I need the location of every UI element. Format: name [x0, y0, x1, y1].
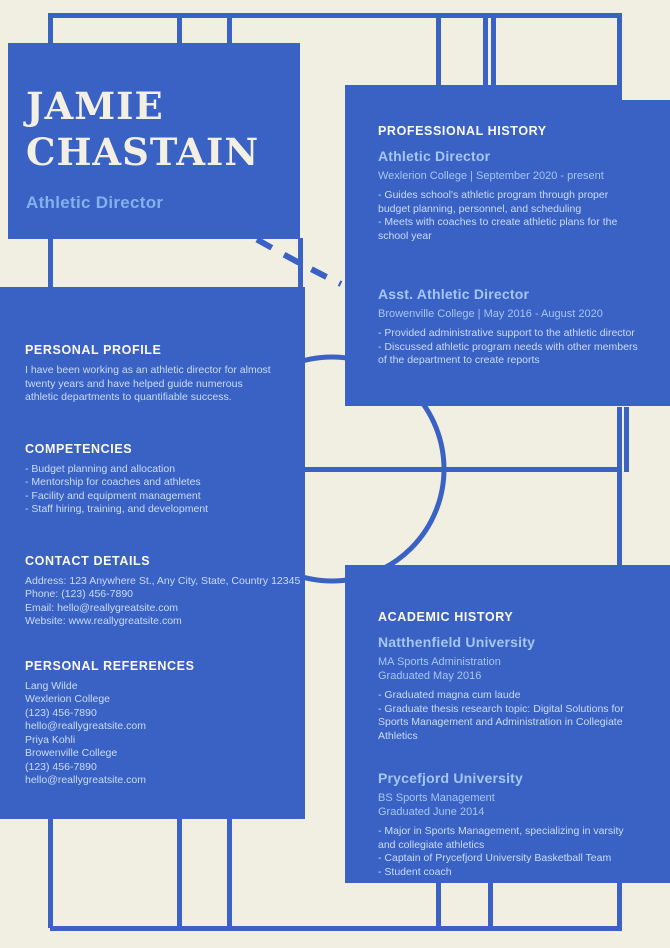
section-heading-contact-details: CONTACT DETAILS [25, 553, 151, 568]
job-bullets [378, 327, 640, 368]
court-line-v [48, 818, 53, 928]
court-line-v [617, 13, 622, 86]
school-graduation: Graduated June 2014 [378, 806, 485, 818]
text-line: - Facility and equipment management [25, 489, 201, 502]
court-line-v [177, 818, 182, 928]
section-heading-personal-profile: PERSONAL PROFILE [25, 343, 162, 357]
contact-details-list [25, 574, 301, 629]
text-line: Priya Kohli [25, 733, 76, 746]
text-line: Email: hello@reallygreatsite.com [25, 601, 179, 614]
text-line: (123) 456-7890 [25, 760, 97, 773]
court-corner-notch [622, 85, 670, 100]
court-line-bottom [50, 926, 622, 931]
court-line-top [49, 13, 622, 18]
court-line-v [227, 13, 232, 44]
section-heading-academic-history: ACADEMIC HISTORY [378, 610, 514, 624]
school-degree: MA Sports Administration [378, 656, 501, 668]
court-line-midcourt [300, 467, 618, 472]
text-line: Phone: (123) 456-7890 [25, 588, 133, 600]
job-entry [378, 147, 642, 243]
academic-history-box [345, 565, 670, 883]
competencies-list [25, 463, 287, 517]
court-line-v [617, 407, 622, 567]
court-line-v [227, 818, 232, 928]
text-line: Wexlerion College [25, 693, 111, 705]
person-job-title: Athletic Director [26, 193, 164, 212]
court-line-v [624, 407, 629, 472]
job-meta: Wexlerion College | September 2020 - present [378, 170, 604, 182]
text-line: Lang Wilde [25, 679, 78, 692]
text-line: - Meets with coaches to create athletic plans for the school year [378, 216, 618, 242]
professional-history-box [345, 85, 670, 406]
text-line: - Graduate thesis research topic: Digital Solutions for Sports Management and Administration in Collegiate Athletics [378, 702, 624, 742]
court-line-v [436, 882, 441, 928]
text-line: - Major in Sports Management, specializing in varsity and collegiate athletics [378, 825, 624, 851]
text-line: hello@reallygreatsite.com [25, 774, 146, 786]
school-bullets [378, 825, 640, 879]
text-line: - Mentorship for coaches and athletes [25, 476, 201, 488]
text-line: hello@reallygreatsite.com [25, 720, 146, 732]
school-name: Natthenfield University [378, 634, 536, 650]
text-line: Address: 123 Anywhere St., Any City, State, Country 12345 [25, 574, 301, 587]
court-line-v [483, 13, 488, 86]
person-first-name: JAMIE [26, 84, 164, 128]
section-heading-professional-history: PROFESSIONAL HISTORY [378, 124, 547, 138]
court-line-v [436, 13, 441, 86]
job-meta: Browenville College | May 2016 - August 2020 [378, 308, 603, 320]
school-entry [378, 769, 642, 879]
school-bullets [378, 689, 640, 743]
job-entry [378, 285, 642, 368]
school-graduation: Graduated May 2016 [378, 670, 482, 682]
text-line: - Discussed athletic program needs with other members of the department to create reports [378, 340, 638, 366]
court-line-v [488, 882, 493, 928]
job-bullets [378, 189, 640, 243]
court-line-v [491, 13, 496, 86]
school-degree: BS Sports Management [378, 792, 495, 804]
school-name: Prycefjord University [378, 770, 524, 786]
references-list [25, 680, 287, 788]
text-line: - Budget planning and allocation [25, 462, 176, 475]
text-line: - Captain of Prycefjord University Basketball Team [378, 852, 612, 864]
job-title: Asst. Athletic Director [378, 286, 530, 302]
sidebar-box [0, 287, 305, 819]
court-line-v [177, 13, 182, 44]
section-heading-competencies: COMPETENCIES [25, 441, 133, 456]
text-line: - Student coach [378, 865, 452, 878]
name-header-box [8, 43, 300, 239]
text-line: - Graduated magna cum laude [378, 689, 521, 701]
text-line: - Provided administrative support to the athletic director [378, 327, 635, 339]
text-line: Browenville College [25, 747, 118, 759]
person-last-name: CHASTAIN [26, 130, 260, 174]
text-line: Website: www.reallygreatsite.com [25, 615, 182, 627]
section-heading-personal-references: PERSONAL REFERENCES [25, 658, 195, 673]
text-line: (123) 456-7890 [25, 706, 97, 719]
person-name [26, 83, 280, 175]
school-entry [378, 633, 642, 743]
court-line-v [617, 882, 622, 928]
text-line: - Staff hiring, training, and development [25, 503, 209, 515]
court-line-v [48, 13, 53, 44]
text-line: - Guides school's athletic program through proper budget planning, personnel, and scheduling [378, 189, 609, 215]
job-title: Athletic Director [378, 148, 491, 164]
personal-profile-text: I have been working as an athletic director for almost twenty years and have helped guide numerous athletic departments to quantifiable success. [25, 364, 271, 403]
court-line-v [48, 238, 53, 288]
